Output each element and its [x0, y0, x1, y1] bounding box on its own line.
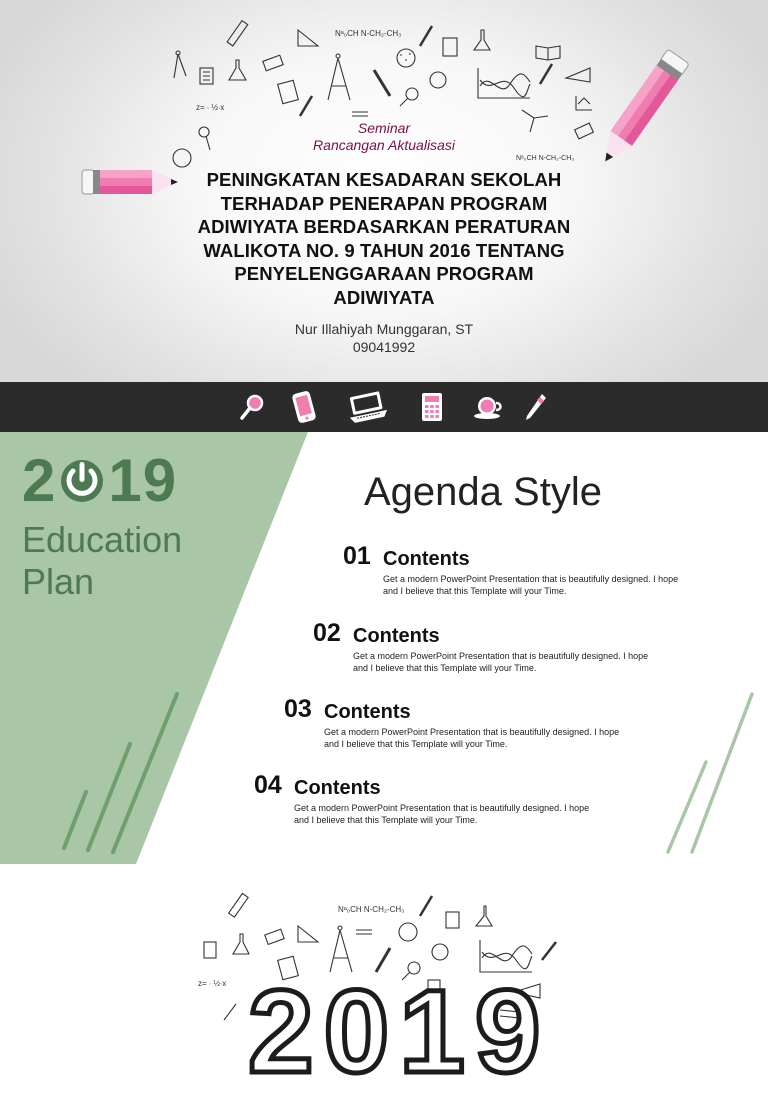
year-digit: 2: [22, 447, 57, 514]
magnifier-icon: [234, 390, 270, 424]
svg-text:z= ∙ ½∙x: z= ∙ ½∙x: [196, 103, 225, 112]
pink-pencil-icon: [78, 162, 182, 202]
pink-pencil-icon: [590, 40, 690, 180]
agenda-item-heading: Contents: [324, 701, 411, 723]
agenda-item-description: Get a modern PowerPoint Presentation that is beautifully designed. I hope and I believe that this Template will your Time.: [353, 651, 649, 673]
agenda-item-number: 01: [343, 542, 371, 570]
agenda-item-number: 04: [254, 771, 282, 799]
author-id: 09041992: [352, 339, 416, 355]
svg-text:Nᵃ₀CH N-CH₂-CH₃: Nᵃ₀CH N-CH₂-CH₃: [516, 155, 575, 162]
agenda-slide: [0, 432, 768, 864]
big-year-outline: 2019: [248, 966, 551, 1098]
author-name: Nur Illahiyah Munggaran, ST: [294, 321, 474, 337]
agenda-item-heading: Contents: [294, 777, 381, 799]
pen-icon: [518, 390, 554, 424]
cover-slide: [0, 864, 768, 1098]
agenda-item-number: 02: [313, 619, 341, 647]
presentation-title: PENINGKATAN KESADARAN SEKOLAH TERHADAP PENERAPAN PROGRAM ADIWIYATA BERDASARKAN PERATURAN WALIKOTA NO. 9 TAHUN 2016 TENTANG PENYELENGGARAAN PROGRAM ADIWIYATA: [197, 169, 571, 308]
svg-text:Nᵃ₀CH N-CH₂-CH₃: Nᵃ₀CH N-CH₂-CH₃: [338, 905, 405, 914]
power-icon: [58, 450, 106, 502]
mobile-phone-icon: [286, 390, 322, 424]
agenda-item-description: Get a modern PowerPoint Presentation that is beautifully designed. I hope and I believe that this Template will your Time.: [324, 727, 620, 749]
year-heading: [22, 446, 177, 516]
calculator-icon: [414, 390, 450, 424]
icon-strip: [0, 382, 768, 432]
agenda-item-description: Get a modern PowerPoint Presentation that is beautifully designed. I hope and I believe that this Template will your Time.: [294, 803, 590, 825]
year-digit: 1: [108, 447, 143, 514]
svg-text:Nᵃ₀CH N-CH₂-CH₃: Nᵃ₀CH N-CH₂-CH₃: [335, 29, 402, 38]
agenda-item-number: 03: [284, 695, 312, 723]
agenda-item-description: Get a modern PowerPoint Presentation that is beautifully designed. I hope and I believe that this Template will your Time.: [383, 574, 679, 596]
plan-label-line2: Plan: [22, 561, 95, 602]
laptop-icon: [346, 390, 388, 424]
svg-text:z= ∙ ½∙x: z= ∙ ½∙x: [198, 979, 227, 988]
agenda-item-heading: Contents: [383, 548, 470, 570]
agenda-title: Agenda Style: [364, 470, 602, 514]
agenda-item-heading: Contents: [353, 625, 440, 647]
plan-label-line1: Education: [22, 519, 183, 560]
seminar-subtitle: Rancangan Aktualisasi: [313, 137, 455, 153]
year-digit: 9: [142, 447, 178, 514]
seminar-label: Seminar: [357, 120, 411, 136]
title-slide: [0, 0, 768, 382]
coffee-cup-icon: [470, 390, 506, 424]
